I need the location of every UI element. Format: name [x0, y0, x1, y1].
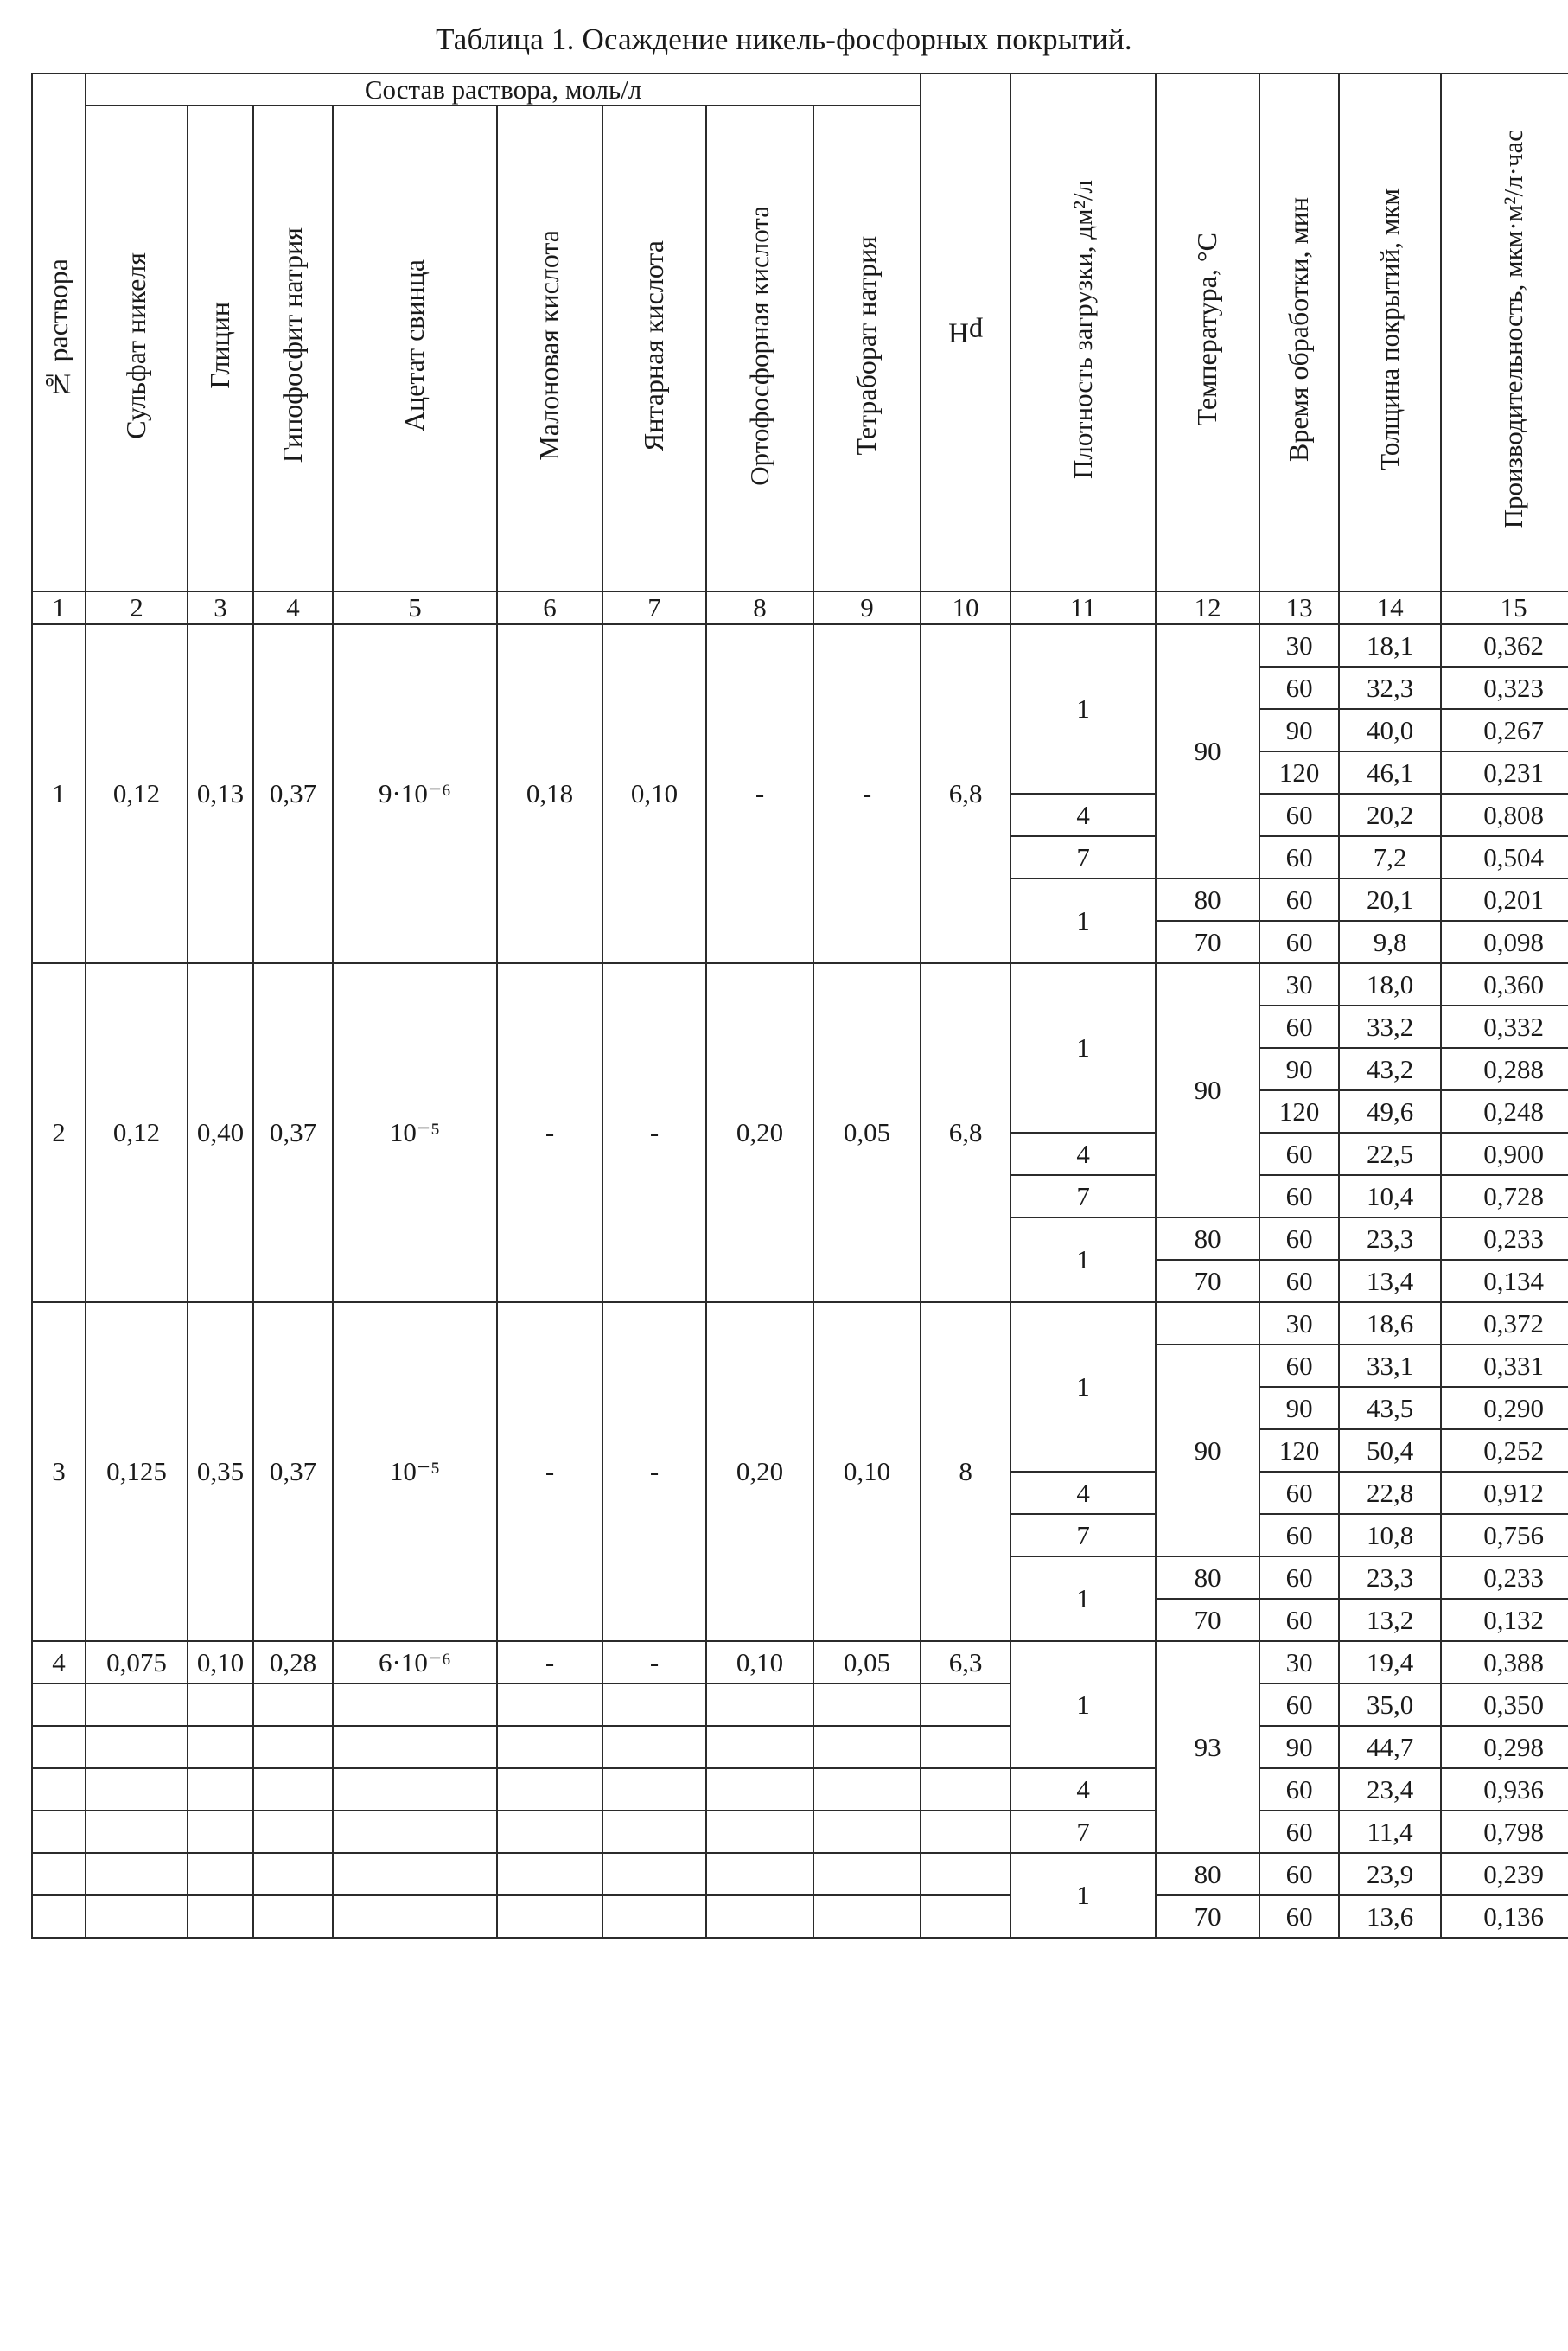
cell-productivity: 0,201 — [1441, 878, 1568, 921]
cell-productivity: 0,798 — [1441, 1811, 1568, 1853]
table-row — [32, 1641, 1568, 1683]
cell-solution-no: 4 — [32, 1641, 86, 1683]
cell-temperature: 70 — [1156, 1260, 1259, 1302]
cell-temperature: 90 — [1156, 1345, 1259, 1556]
cell-thickness: 35,0 — [1339, 1683, 1441, 1726]
cell-orthophosphoric-acid: 0,20 — [706, 963, 813, 1302]
table-row — [32, 963, 1568, 1006]
cell-productivity: 0,900 — [1441, 1133, 1568, 1175]
cell-orthophosphoric-acid-empty — [706, 1811, 813, 1853]
cell-temperature: 80 — [1156, 1853, 1259, 1895]
table-row — [32, 624, 1568, 667]
cell-productivity: 0,362 — [1441, 624, 1568, 667]
header-productivity: Производительность, мкм·м²/л·час — [1441, 73, 1568, 592]
cell-orthophosphoric-acid-empty — [706, 1726, 813, 1768]
cell-thickness: 40,0 — [1339, 709, 1441, 751]
cell-orthophosphoric-acid: 0,20 — [706, 1302, 813, 1641]
cell-succinic-acid: - — [602, 1302, 706, 1641]
cell-tetraborate-empty — [813, 1853, 921, 1895]
cell-hypophosphite-empty — [253, 1683, 333, 1726]
cell-glycine-empty — [188, 1768, 253, 1811]
cell-time: 120 — [1259, 1090, 1339, 1133]
cell-thickness: 50,4 — [1339, 1429, 1441, 1472]
cell-thickness: 18,6 — [1339, 1302, 1441, 1345]
header-nickel-sulfate: Сульфат никеля — [86, 105, 188, 591]
cell-ph-empty — [921, 1768, 1010, 1811]
table-row — [32, 1895, 1568, 1938]
cell-tetraborate-empty — [813, 1683, 921, 1726]
cell-hypophosphite: 0,37 — [253, 1302, 333, 1641]
cell-time: 60 — [1259, 1260, 1339, 1302]
cell-solution-no-empty — [32, 1768, 86, 1811]
cell-malonic-acid-empty — [497, 1895, 602, 1938]
cell-lead-acetate: 6·10⁻⁶ — [333, 1641, 497, 1683]
cell-tetraborate: 0,05 — [813, 963, 921, 1302]
cell-time: 120 — [1259, 1429, 1339, 1472]
cell-thickness: 43,5 — [1339, 1387, 1441, 1429]
cell-nickel-sulfate-empty — [86, 1895, 188, 1938]
cell-nickel-sulfate-empty — [86, 1768, 188, 1811]
header-orthophosphoric-acid: Ортофосфорная кислота — [706, 105, 813, 591]
cell-temperature: 90 — [1156, 624, 1259, 878]
cell-thickness: 44,7 — [1339, 1726, 1441, 1768]
cell-succinic-acid: - — [602, 1641, 706, 1683]
header-succinic-acid: Янтарная кислота — [602, 105, 706, 591]
table-row — [32, 1302, 1568, 1345]
cell-productivity: 0,332 — [1441, 1006, 1568, 1048]
cell-lead-acetate-empty — [333, 1683, 497, 1726]
cell-time: 60 — [1259, 667, 1339, 709]
colnum-7: 7 — [602, 591, 706, 624]
cell-productivity: 0,233 — [1441, 1217, 1568, 1260]
cell-thickness: 23,4 — [1339, 1768, 1441, 1811]
cell-tetraborate-empty — [813, 1768, 921, 1811]
cell-hypophosphite: 0,37 — [253, 624, 333, 963]
cell-thickness: 10,4 — [1339, 1175, 1441, 1217]
cell-thickness: 9,8 — [1339, 921, 1441, 963]
cell-temperature: 70 — [1156, 1895, 1259, 1938]
cell-hypophosphite: 0,28 — [253, 1641, 333, 1683]
cell-productivity: 0,248 — [1441, 1090, 1568, 1133]
cell-load-density: 1 — [1010, 1853, 1156, 1938]
cell-succinic-acid-empty — [602, 1811, 706, 1853]
cell-malonic-acid: 0,18 — [497, 624, 602, 963]
cell-productivity: 0,298 — [1441, 1726, 1568, 1768]
cell-productivity: 0,808 — [1441, 794, 1568, 836]
header-solution-no: № раствора — [32, 73, 86, 592]
cell-nickel-sulfate-empty — [86, 1683, 188, 1726]
cell-malonic-acid-empty — [497, 1768, 602, 1811]
cell-thickness: 20,2 — [1339, 794, 1441, 836]
cell-malonic-acid-empty — [497, 1853, 602, 1895]
cell-lead-acetate-empty — [333, 1811, 497, 1853]
cell-productivity: 0,132 — [1441, 1599, 1568, 1641]
cell-thickness: 33,2 — [1339, 1006, 1441, 1048]
cell-glycine: 0,13 — [188, 624, 253, 963]
cell-time: 90 — [1259, 709, 1339, 751]
cell-time: 60 — [1259, 1811, 1339, 1853]
cell-productivity: 0,288 — [1441, 1048, 1568, 1090]
cell-solution-no-empty — [32, 1853, 86, 1895]
cell-hypophosphite-empty — [253, 1811, 333, 1853]
cell-tetraborate-empty — [813, 1895, 921, 1938]
cell-orthophosphoric-acid-empty — [706, 1853, 813, 1895]
cell-hypophosphite: 0,37 — [253, 963, 333, 1302]
cell-succinic-acid-empty — [602, 1895, 706, 1938]
cell-productivity: 0,728 — [1441, 1175, 1568, 1217]
cell-succinic-acid-empty — [602, 1768, 706, 1811]
cell-nickel-sulfate-empty — [86, 1853, 188, 1895]
cell-time: 30 — [1259, 624, 1339, 667]
cell-ph-empty — [921, 1683, 1010, 1726]
cell-time: 120 — [1259, 751, 1339, 794]
cell-nickel-sulfate-empty — [86, 1811, 188, 1853]
header-sodium-tetraborate: Тетраборат натрия — [813, 105, 921, 591]
cell-orthophosphoric-acid: 0,10 — [706, 1641, 813, 1683]
cell-glycine-empty — [188, 1683, 253, 1726]
cell-thickness: 18,0 — [1339, 963, 1441, 1006]
cell-malonic-acid: - — [497, 1641, 602, 1683]
cell-time: 60 — [1259, 1683, 1339, 1726]
cell-tetraborate: 0,10 — [813, 1302, 921, 1641]
cell-thickness: 22,8 — [1339, 1472, 1441, 1514]
cell-thickness: 23,3 — [1339, 1217, 1441, 1260]
cell-productivity: 0,756 — [1441, 1514, 1568, 1556]
cell-solution-no: 2 — [32, 963, 86, 1302]
cell-malonic-acid: - — [497, 1302, 602, 1641]
cell-time: 60 — [1259, 836, 1339, 878]
cell-thickness: 20,1 — [1339, 878, 1441, 921]
cell-nickel-sulfate: 0,12 — [86, 963, 188, 1302]
cell-succinic-acid: - — [602, 963, 706, 1302]
table-row — [32, 1768, 1568, 1811]
cell-thickness: 10,8 — [1339, 1514, 1441, 1556]
cell-temperature: 70 — [1156, 921, 1259, 963]
header-sodium-hypophosphite: Гипофосфит натрия — [253, 105, 333, 591]
cell-productivity: 0,350 — [1441, 1683, 1568, 1726]
cell-time: 60 — [1259, 1768, 1339, 1811]
cell-thickness: 32,3 — [1339, 667, 1441, 709]
colnum-13: 13 — [1259, 591, 1339, 624]
cell-time: 60 — [1259, 1175, 1339, 1217]
cell-productivity: 0,252 — [1441, 1429, 1568, 1472]
colnum-11: 11 — [1010, 591, 1156, 624]
header-time: Время обработки, мин — [1259, 73, 1339, 592]
column-number-row — [32, 591, 1568, 624]
colnum-9: 9 — [813, 591, 921, 624]
cell-lead-acetate-empty — [333, 1853, 497, 1895]
cell-temperature — [1156, 1302, 1259, 1345]
cell-thickness: 18,1 — [1339, 624, 1441, 667]
header-glycine: Глицин — [188, 105, 253, 591]
cell-productivity: 0,372 — [1441, 1302, 1568, 1345]
cell-succinic-acid-empty — [602, 1683, 706, 1726]
header-lead-acetate: Ацетат свинца — [333, 105, 497, 591]
cell-glycine: 0,10 — [188, 1641, 253, 1683]
cell-ph-empty — [921, 1853, 1010, 1895]
table-caption: Таблица 1. Осаждение никель-фосфорных покрытий. — [436, 22, 1132, 56]
cell-productivity: 0,936 — [1441, 1768, 1568, 1811]
cell-temperature: 80 — [1156, 1217, 1259, 1260]
cell-load-density: 1 — [1010, 878, 1156, 963]
cell-succinic-acid: 0,10 — [602, 624, 706, 963]
cell-productivity: 0,136 — [1441, 1895, 1568, 1938]
cell-time: 30 — [1259, 963, 1339, 1006]
cell-time: 60 — [1259, 1514, 1339, 1556]
cell-productivity: 0,360 — [1441, 963, 1568, 1006]
cell-thickness: 46,1 — [1339, 751, 1441, 794]
cell-glycine-empty — [188, 1853, 253, 1895]
cell-lead-acetate-empty — [333, 1726, 497, 1768]
cell-solution-no-empty — [32, 1811, 86, 1853]
colnum-5: 5 — [333, 591, 497, 624]
cell-load-density: 4 — [1010, 794, 1156, 836]
cell-productivity: 0,290 — [1441, 1387, 1568, 1429]
cell-orthophosphoric-acid-empty — [706, 1683, 813, 1726]
cell-ph: 8 — [921, 1302, 1010, 1641]
cell-time: 30 — [1259, 1641, 1339, 1683]
cell-orthophosphoric-acid: - — [706, 624, 813, 963]
cell-tetraborate-empty — [813, 1726, 921, 1768]
cell-thickness: 7,2 — [1339, 836, 1441, 878]
cell-productivity: 0,267 — [1441, 709, 1568, 751]
cell-succinic-acid-empty — [602, 1726, 706, 1768]
cell-productivity: 0,323 — [1441, 667, 1568, 709]
cell-time: 60 — [1259, 1599, 1339, 1641]
cell-thickness: 23,3 — [1339, 1556, 1441, 1599]
cell-load-density: 7 — [1010, 1811, 1156, 1853]
cell-time: 60 — [1259, 1345, 1339, 1387]
cell-productivity: 0,388 — [1441, 1641, 1568, 1683]
cell-malonic-acid-empty — [497, 1683, 602, 1726]
cell-temperature: 80 — [1156, 878, 1259, 921]
header-ph: pH — [921, 73, 1010, 592]
cell-thickness: 22,5 — [1339, 1133, 1441, 1175]
cell-load-density: 7 — [1010, 1175, 1156, 1217]
cell-time: 30 — [1259, 1302, 1339, 1345]
cell-malonic-acid: - — [497, 963, 602, 1302]
cell-solution-no: 3 — [32, 1302, 86, 1641]
cell-nickel-sulfate: 0,075 — [86, 1641, 188, 1683]
cell-solution-no-empty — [32, 1683, 86, 1726]
cell-ph: 6,8 — [921, 963, 1010, 1302]
cell-productivity: 0,239 — [1441, 1853, 1568, 1895]
cell-time: 60 — [1259, 794, 1339, 836]
cell-hypophosphite-empty — [253, 1726, 333, 1768]
cell-tetraborate: - — [813, 624, 921, 963]
cell-load-density: 4 — [1010, 1472, 1156, 1514]
colnum-2: 2 — [86, 591, 188, 624]
cell-malonic-acid-empty — [497, 1811, 602, 1853]
table-row — [32, 1683, 1568, 1726]
cell-thickness: 49,6 — [1339, 1090, 1441, 1133]
cell-productivity: 0,231 — [1441, 751, 1568, 794]
cell-ph: 6,3 — [921, 1641, 1010, 1683]
colnum-1: 1 — [32, 591, 86, 624]
cell-lead-acetate: 9·10⁻⁶ — [333, 624, 497, 963]
cell-productivity: 0,233 — [1441, 1556, 1568, 1599]
cell-nickel-sulfate: 0,12 — [86, 624, 188, 963]
cell-ph-empty — [921, 1895, 1010, 1938]
cell-time: 90 — [1259, 1387, 1339, 1429]
cell-productivity: 0,331 — [1441, 1345, 1568, 1387]
colnum-3: 3 — [188, 591, 253, 624]
cell-succinic-acid-empty — [602, 1853, 706, 1895]
cell-load-density: 1 — [1010, 1641, 1156, 1768]
cell-lead-acetate: 10⁻⁵ — [333, 1302, 497, 1641]
cell-solution-no-empty — [32, 1726, 86, 1768]
cell-glycine-empty — [188, 1895, 253, 1938]
cell-time: 60 — [1259, 1133, 1339, 1175]
header-load-density: Плотность загрузки, дм²/л — [1010, 73, 1156, 592]
cell-hypophosphite-empty — [253, 1768, 333, 1811]
cell-glycine-empty — [188, 1726, 253, 1768]
cell-productivity: 0,504 — [1441, 836, 1568, 878]
cell-time: 60 — [1259, 878, 1339, 921]
cell-malonic-acid-empty — [497, 1726, 602, 1768]
cell-glycine: 0,40 — [188, 963, 253, 1302]
cell-thickness: 13,6 — [1339, 1895, 1441, 1938]
cell-hypophosphite-empty — [253, 1853, 333, 1895]
colnum-14: 14 — [1339, 591, 1441, 624]
cell-time: 60 — [1259, 1472, 1339, 1514]
colnum-10: 10 — [921, 591, 1010, 624]
cell-temperature: 90 — [1156, 963, 1259, 1217]
cell-time: 60 — [1259, 1556, 1339, 1599]
cell-load-density: 1 — [1010, 624, 1156, 794]
cell-productivity: 0,098 — [1441, 921, 1568, 963]
cell-orthophosphoric-acid-empty — [706, 1895, 813, 1938]
cell-temperature: 70 — [1156, 1599, 1259, 1641]
cell-ph-empty — [921, 1811, 1010, 1853]
cell-hypophosphite-empty — [253, 1895, 333, 1938]
header-thickness: Толщина покрытий, мкм — [1339, 73, 1441, 592]
cell-load-density: 1 — [1010, 1302, 1156, 1472]
cell-orthophosphoric-acid-empty — [706, 1768, 813, 1811]
cell-load-density: 4 — [1010, 1133, 1156, 1175]
table-row — [32, 1726, 1568, 1768]
cell-load-density: 4 — [1010, 1768, 1156, 1811]
cell-load-density: 1 — [1010, 963, 1156, 1133]
colnum-4: 4 — [253, 591, 333, 624]
cell-temperature: 93 — [1156, 1641, 1259, 1853]
cell-tetraborate: 0,05 — [813, 1641, 921, 1683]
cell-glycine: 0,35 — [188, 1302, 253, 1641]
cell-thickness: 13,2 — [1339, 1599, 1441, 1641]
cell-thickness: 33,1 — [1339, 1345, 1441, 1387]
cell-nickel-sulfate-empty — [86, 1726, 188, 1768]
cell-time: 90 — [1259, 1726, 1339, 1768]
cell-thickness: 19,4 — [1339, 1641, 1441, 1683]
colnum-8: 8 — [706, 591, 813, 624]
deposition-table — [31, 73, 1568, 1939]
cell-load-density: 1 — [1010, 1217, 1156, 1302]
cell-time: 90 — [1259, 1048, 1339, 1090]
cell-thickness: 11,4 — [1339, 1811, 1441, 1853]
cell-time: 60 — [1259, 1853, 1339, 1895]
cell-load-density: 7 — [1010, 836, 1156, 878]
cell-thickness: 13,4 — [1339, 1260, 1441, 1302]
cell-nickel-sulfate: 0,125 — [86, 1302, 188, 1641]
cell-solution-no-empty — [32, 1895, 86, 1938]
cell-lead-acetate: 10⁻⁵ — [333, 963, 497, 1302]
table-row — [32, 1811, 1568, 1853]
cell-time: 60 — [1259, 1217, 1339, 1260]
table-header-groups — [32, 73, 1568, 106]
cell-productivity: 0,134 — [1441, 1260, 1568, 1302]
cell-time: 60 — [1259, 1006, 1339, 1048]
cell-load-density: 1 — [1010, 1556, 1156, 1641]
cell-thickness: 43,2 — [1339, 1048, 1441, 1090]
colnum-6: 6 — [497, 591, 602, 624]
cell-load-density: 7 — [1010, 1514, 1156, 1556]
colnum-15: 15 — [1441, 591, 1568, 624]
cell-thickness: 23,9 — [1339, 1853, 1441, 1895]
cell-ph-empty — [921, 1726, 1010, 1768]
cell-productivity: 0,912 — [1441, 1472, 1568, 1514]
cell-time: 60 — [1259, 1895, 1339, 1938]
cell-tetraborate-empty — [813, 1811, 921, 1853]
cell-time: 60 — [1259, 921, 1339, 963]
header-temperature: Температура, °C — [1156, 73, 1259, 592]
cell-glycine-empty — [188, 1811, 253, 1853]
cell-temperature: 80 — [1156, 1556, 1259, 1599]
header-group-solution-composition: Состав раствора, моль/л — [86, 73, 921, 106]
cell-lead-acetate-empty — [333, 1768, 497, 1811]
header-malonic-acid: Малоновая кислота — [497, 105, 602, 591]
table-row — [32, 1853, 1568, 1895]
cell-lead-acetate-empty — [333, 1895, 497, 1938]
colnum-12: 12 — [1156, 591, 1259, 624]
cell-ph: 6,8 — [921, 624, 1010, 963]
cell-solution-no: 1 — [32, 624, 86, 963]
